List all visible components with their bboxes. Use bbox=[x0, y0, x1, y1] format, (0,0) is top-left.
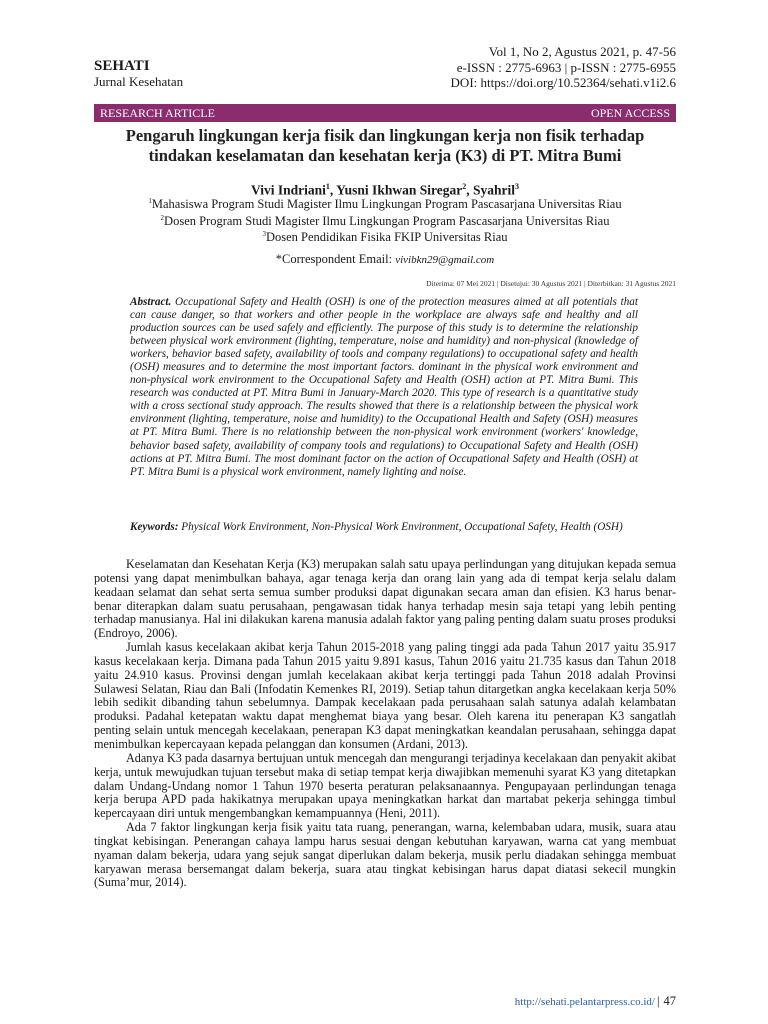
article-title bbox=[94, 126, 676, 166]
author-separator: , bbox=[466, 182, 473, 198]
body-paragraph: Adanya K3 pada dasarnya bertujuan untuk mencegah dan mengurangi terjadinya kecelakaan dan penyakit akibat kerja, untuk mewujudkan tujuan tersebut maka di setiap tempat kerja diwajibkan memenuhi syarat K3 yang ditetapkan dalam Undang-Undang nomor 1 Tahun 1970 beserta peraturan pelaksanaannya. Pengupayaan perlindungan tenaga kerja berupa APD pada hakikatnya merupakan upaya meningkatkan harkat dan martabat pekerja sehingga timbul kepercayaan diri untuk mengembangkan kemampuannya (Heni, 2011). bbox=[94, 750, 676, 821]
author-affiliation-mark: 3 bbox=[514, 182, 519, 191]
body-paragraph: Ada 7 faktor lingkungan kerja fisik yaitu tata ruang, penerangan, warna, kelembaban udara, musik, suara atau tingkat kebisingan. Penerangan cahaya lampu harus sesuai dengan kebutuhan karyawan, warna cat yang membuat nyaman dalam bekerja, udara yang sejuk sangat diperlukan dalam bekerja, musik perlu diadakan sehingga membuat karyawan merasa bersemangat dalam bekerja, suara atau tingkat kebisingan harus dapat diatasi sekecil mungkin (Suma’mur, 2014). bbox=[94, 820, 676, 890]
affiliation-text: Dosen Program Studi Magister Ilmu Lingkungan Program Pascasarjana Universitas Riau bbox=[164, 213, 610, 228]
title-line: Pengaruh lingkungan kerja fisik dan lingkungan kerja non fisik terhadap bbox=[125, 126, 645, 145]
body-paragraph: Keselamatan dan Kesehatan Kerja (K3) merupakan salah satu upaya perlindungan yang ditujukan kepada semua potensi yang dapat menimbulkan bahaya, agar tenaga kerja dan orang lain yang ada di tempat kerja selalu dalam keadaan selamat dan sehat serta semua sumber produksi dapat digunakan secara aman dan efisien. K3 harus benar-benar diterapkan dalam suatu perusahaan, pengawasan tidak hanya terhadap mesin saja tetapi yang lebih penting terhadap manusianya. Hal ini dilakukan karena manusia adalah faktor yang paling penting dalam suatu proses produksi (Endroyo, 2006). bbox=[94, 557, 676, 641]
page-number: 47 bbox=[663, 994, 676, 1008]
keywords-label: Keywords: bbox=[130, 521, 179, 533]
volume-info: Vol 1, No 2, Agustus 2021, p. 47-56 bbox=[488, 44, 676, 59]
publication-meta bbox=[451, 44, 676, 91]
affiliation-list bbox=[94, 195, 676, 245]
article-type-banner bbox=[94, 104, 676, 122]
abstract-label: Abstract. bbox=[130, 296, 172, 308]
body-paragraph: Jumlah kasus kecelakaan akibat kerja Tahun 2015-2018 yang paling tinggi ada pada Tahun 2017 yaitu 35.917 kasus kecelakaan kerja. Dimana pada Tahun 2015 yaitu 9.891 kasus, Tahun 2016 yaitu 21.735 kasus dan Tahun 2018 yaitu 24.910 kasus. Provinsi dengan jumlah kecelakaan akibat kerja tertinggi pada Tahun 2018 adalah Provinsi Sulawesi Selatan, Riau dan Bali (Infodatin Kemenkes RI, 2019). Setiap tahun ditargetkan angka kecelakaan kerja 50% lebih sedikit dibanding tahun sebelumnya. Dampak kecelakaan pada perusahaan salah satunya adalah kelambatan produksi. Padahal ketepatan waktu dapat menghemat biaya yang besar. Oleh karena itu penerapan K3 sangatlah penting selain untuk mencegah kecelakaan, penerapan K3 dapat meningkatkan keandalan perusahaan, sehingga dapat menimbulkan kepercayaan kepada pelanggan dan konsumen (Ardani, 2013). bbox=[94, 640, 676, 751]
issn-info: e-ISSN : 2775-6963 | p-ISSN : 2775-6955 bbox=[456, 59, 676, 75]
abstract-text: Occupational Safety and Health (OSH) is one of the protection measures aimed at all potentials that can cause danger, so that workers and other people in the workplace are always safe and healthy and all production sources can be used safely and efficiently. The purpose of this study is to determine the relationship between physical work environment (lighting, temperature, noise and humidity) and non-physical (knowledge of workers, behavior based safety, availability of tools and company regulations) to occupational safety and health (OSH) measures and to determine the most important factors. dominant in the physical work environment and non-physical work environment to the Occupational Safety and Health (OSH) action at PT. Mitra Bumi. This research was conducted at PT. Mitra Bumi in January-March 2020. This type of research is a quantitative study with a cross sectional study approach. The results showed that there is a relationship between the physical work environment (lighting, temperature, noise and humidity) to the Occupational Health and Safety (OSH) measures at PT. Mitra Bumi. There is no relationship between the non-physical work environment (workers' knowledge, behavior based safety, availability of company tools and regulations) to Occupational Safety and Health (OSH) actions at PT. Mitra Bumi. The most dominant factor on the action of Occupational Safety and Health (OSH) at PT. Mitra Bumi is a physical work environment, namely lighting and noise. bbox=[130, 296, 638, 478]
author-name: Yusni Ikhwan Siregar bbox=[336, 182, 463, 198]
author-separator: , bbox=[329, 182, 337, 198]
submission-dates: Diterima: 07 Mei 2021 | Disetujui: 30 Agustus 2021 | Diterbitkan: 31 Agustus 2021 bbox=[426, 279, 676, 288]
keywords-text: Physical Work Environment, Non-Physical Work Environment, Occupational Safety, Health (OSH) bbox=[178, 521, 623, 533]
author-name: Syahril bbox=[472, 182, 515, 198]
journal-name: SEHATI bbox=[94, 58, 150, 74]
journal-header bbox=[94, 58, 183, 89]
author-affiliation-mark: 2 bbox=[462, 182, 467, 191]
journal-subtitle: Jurnal Kesehatan bbox=[94, 74, 184, 89]
affiliation bbox=[94, 195, 676, 212]
footer-separator: | bbox=[656, 994, 660, 1008]
research-article-label: RESEARCH ARTICLE bbox=[100, 106, 215, 120]
open-access-label: OPEN ACCESS bbox=[590, 106, 670, 120]
correspondent-label: *Correspondent Email: bbox=[275, 252, 396, 266]
correspondent-email bbox=[94, 252, 676, 267]
title-line: tindakan keselamatan dan kesehatan kerja (K3) di PT. Mitra Bumi bbox=[148, 146, 622, 165]
affiliation-text: Mahasiswa Program Studi Magister Ilmu Lingkungan Program Pascasarjana Universitas Riau bbox=[151, 197, 622, 212]
affiliation bbox=[94, 228, 676, 245]
author-affiliation-mark: 1 bbox=[325, 182, 330, 191]
affiliation-mark: 3 bbox=[262, 230, 266, 239]
keywords bbox=[130, 521, 638, 534]
page-footer bbox=[515, 994, 676, 1009]
affiliation-mark: 1 bbox=[148, 197, 152, 205]
abstract bbox=[130, 296, 638, 479]
affiliation bbox=[94, 212, 676, 229]
email-link[interactable]: vivibkn29@gmail.com bbox=[395, 254, 495, 266]
affiliation-text: Dosen Pendidikan Fisika FKIP Universitas Riau bbox=[265, 230, 508, 245]
body-text bbox=[94, 558, 676, 890]
doi-link[interactable]: DOI: https://doi.org/10.52364/sehati.v1i2.6 bbox=[450, 75, 676, 90]
author-name: Vivi Indriani bbox=[251, 182, 326, 198]
journal-url-link[interactable]: http://sehati.pelantarpress.co.id/ bbox=[514, 996, 655, 1008]
affiliation-mark: 2 bbox=[160, 213, 165, 222]
